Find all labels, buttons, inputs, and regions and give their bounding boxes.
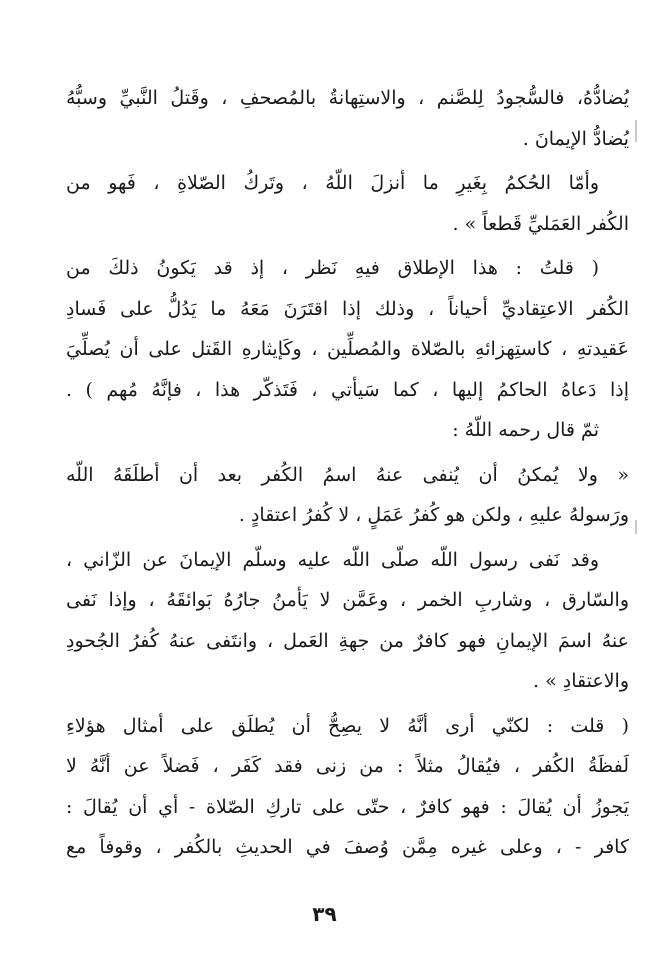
text-line: يَجوزُ أن يُقالَ : فهو كافرٌ ، حتّى على تاركِ الصّلاة - أي أن يُقالَ : — [66, 795, 629, 818]
text-line: الكُفر العَمَليِّ قَطعاً » . — [452, 212, 629, 235]
scan-edge-mark — [635, 120, 637, 142]
text-line: والاعتقادِ » . — [533, 670, 629, 692]
text-line: ثمّ قال رحمه اللّهُ : — [452, 419, 599, 441]
text-line: يُضادُّهُ، فالسُّجودُ لِلصَّنم ، والاستِهانةُ بالمُصحفِ ، وقَتلُ النَّبيِّ وسبُّهُ — [66, 87, 629, 109]
page-number: ٣٩ — [312, 902, 337, 926]
text-line: عَقيدتهِ ، كاستِهزائهِ بالصّلاة والمُصلِّين ، وكَإيثارهِ القَتل على أن يُصلِّيَ — [66, 338, 629, 360]
text-line: وأمّا الحُكمُ بِغَيرِ ما أنزلَ اللّهُ ، وتَركُ الصّلاةِ ، فَهو من — [66, 172, 599, 194]
text-line: والسّارق ، وشاربِ الخمر ، وعَمَّن لا يَأمنُ جارُهُ بَوائقَهُ ، وإذا نَفى — [66, 589, 629, 611]
text-line: الكُفر الاعتِقاديِّ أحياناً ، وذلك إذا اقتَرَنَ مَعَهُ ما يَدُلُّ على فَسادِ — [66, 297, 629, 320]
text-line: ( قلتُ : هذا الإطلاق فيهِ نَظر ، إذ قد يَكونُ ذلكَ من — [66, 257, 599, 279]
text-line: « ولا يُمكنُ أن يُنفى عنهُ اسمُ الكُفر بعد أن أطلَقَهُ اللّه — [66, 463, 629, 486]
scan-edge-mark — [635, 520, 637, 534]
text-line: ورَسولهُ عليهِ ، ولكن هو كُفرُ عَمَلٍ ، لا كُفرُ اعتقادٍ . — [238, 504, 629, 526]
text-line: كافر - ، وعلى غيره مِمَّن وُصفَ في الحديثِ بالكُفر ، وقوفاً مع — [66, 836, 629, 858]
page-body — [66, 78, 629, 868]
text-line: ( قلت : لكنّي أرى أنَّهُ لا يصِحُّ أن يُطلَق على أمثال هؤلاءِ — [66, 714, 629, 737]
text-line: إذا دَعاهُ الحاكمُ إليها ، كما سَيأتي ، فَتَذكّر هذا ، فإنَّهُ مُهم ) . — [66, 378, 629, 401]
text-line: عنهُ اسمَ الإيمانِ فهو كافرٌ من جهةِ العَمل ، وانتَفى عنهُ كُفرُ الجُحودِ — [66, 629, 629, 652]
text-line: وقد نَفى رسول اللّه صلّى اللّه عليه وسلّم الإيمانَ عن الزّاني ، — [66, 548, 599, 571]
text-line: يُضادُّ الإيمانَ . — [522, 127, 629, 150]
text-line: لَفظَةُ الكُفر ، فيُقالُ مثلاً : من زنى فقد كَفَر ، فَضلاً عن أنَّهُ لا — [66, 755, 629, 777]
